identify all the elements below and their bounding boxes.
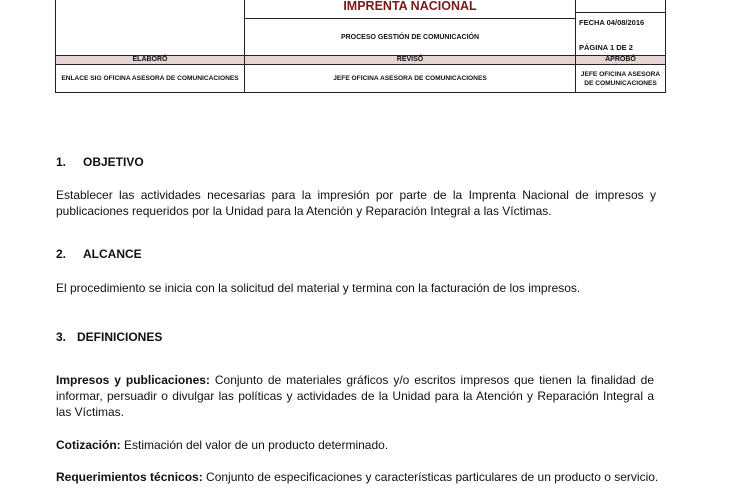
section-title: DEFINICIONES	[77, 330, 163, 344]
section-heading-definiciones	[56, 330, 162, 344]
page-number: PÁGINA 1 DE 2	[579, 43, 633, 52]
title-cell	[245, 0, 576, 55]
section-heading-objetivo	[56, 155, 144, 169]
elaboro-value: ENLACE SIG OFICINA ASESORA DE COMUNICACIONES	[56, 65, 245, 92]
section-title: ALCANCE	[83, 247, 142, 261]
section-number: 1.	[56, 155, 67, 169]
document-title: IMPRENTA NACIONAL	[245, 0, 575, 19]
section-title: OBJETIVO	[83, 155, 144, 169]
col-reviso: REVISÓ	[245, 56, 576, 64]
definition-text: Conjunto de especificaciones y características particulares de un producto o servicio.	[202, 470, 659, 484]
col-aprobo: APROBÓ	[605, 56, 636, 63]
process-name: PROCESO GESTIÓN DE COMUNICACIÓN	[340, 33, 480, 41]
approval-header-row	[56, 56, 665, 65]
definition-text: Estimación del valor de un producto determinado.	[120, 438, 389, 452]
section-heading-alcance	[56, 247, 142, 261]
col-elaboro: ELABORÓ	[56, 56, 245, 64]
definition-term: Impresos y publicaciones:	[56, 373, 210, 387]
alcance-paragraph: El procedimiento se inicia con la solicitud del material y termina con la facturación de los impresos.	[56, 281, 581, 295]
objetivo-paragraph: Establecer las actividades necesarias para la impresión por parte de la Imprenta Nacional de impresos y publicaciones requeridos por la Unidad para la Atención y Reparación Integral a las Víctimas.	[56, 188, 656, 218]
header-top-row	[56, 0, 665, 56]
aprobo-value: JEFE OFICINA ASESORA DE COMUNICACIONES	[580, 70, 661, 87]
definition-term: Requerimientos técnicos:	[56, 470, 203, 484]
definition-term: Cotización:	[56, 438, 121, 452]
section-number: 3.	[56, 330, 67, 344]
definition-requerimientos	[56, 469, 666, 485]
definition-impresos	[56, 372, 654, 420]
document-date: FECHA 04/08/2016	[579, 17, 645, 27]
meta-cell	[576, 0, 665, 55]
document-header-table	[55, 0, 666, 93]
reviso-value: JEFE OFICINA ASESORA DE COMUNICACIONES	[245, 65, 576, 92]
section-number: 2.	[56, 247, 67, 261]
meta-code-line	[576, 0, 665, 13]
definition-cotizacion	[56, 437, 656, 453]
approval-values-row	[56, 65, 665, 92]
logo-cell	[56, 0, 245, 55]
definition-text: Conjunto de materiales gráficos y/o escritos impresos que tienen la finalidad de informar, persuadir o divulgar las políticas y actividades de la Unidad para la Atención y Reparación Integral a las Víctimas.	[56, 373, 654, 419]
